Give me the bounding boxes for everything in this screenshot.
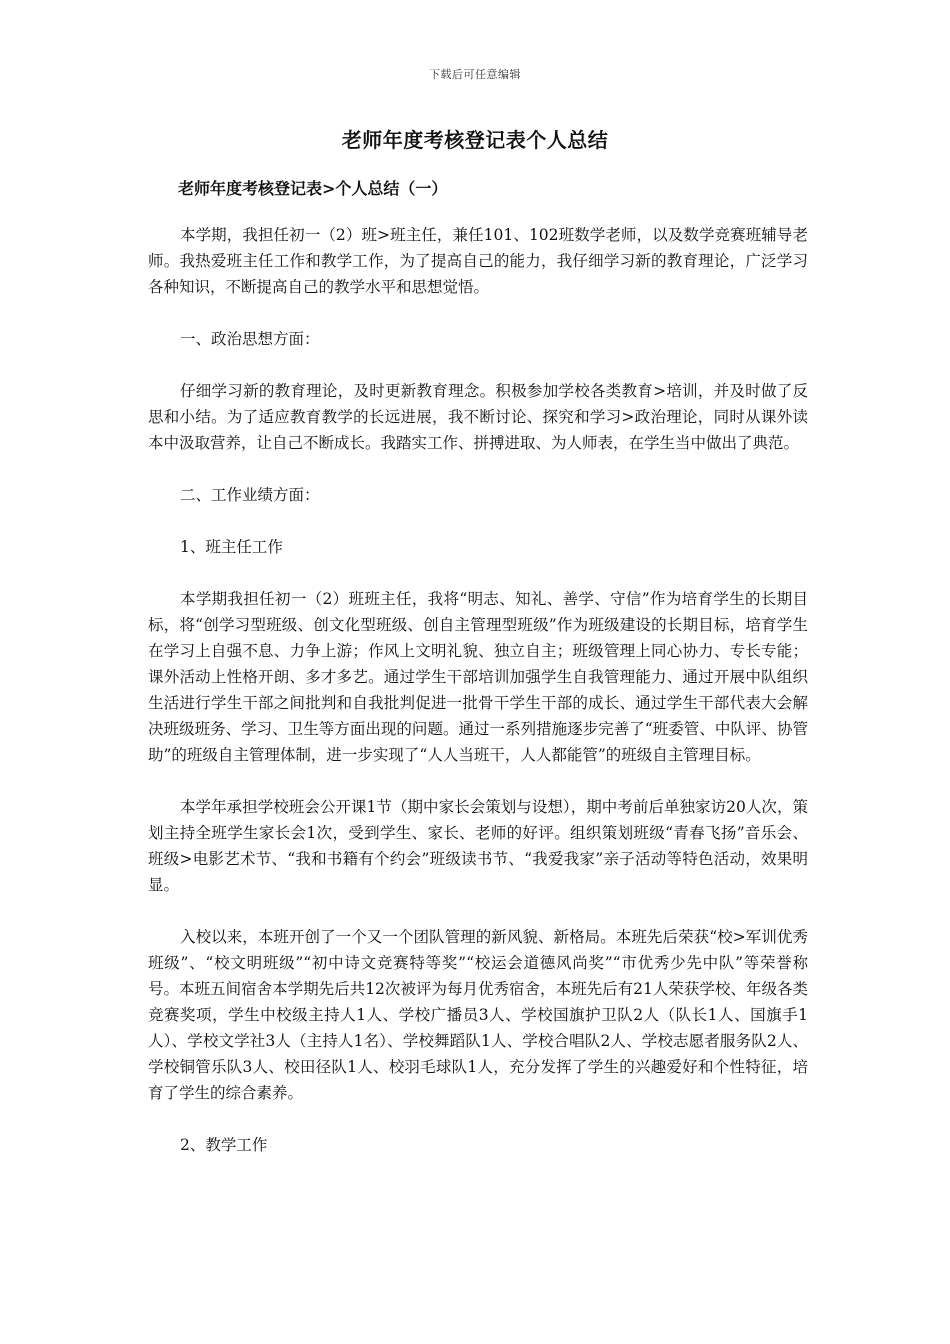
section-heading-performance: 二、工作业绩方面： [180, 486, 320, 504]
class-teacher-paragraph-3: 入校以来，本班开创了一个又一个团队管理的新风貌、新格局。本班先后荣获“校>军训优秀班级”、“校文明班级”“初中诗文竞赛特等奖”“校运会道德风尚奖”“市优秀少先中队”等荣誉称号。本班五间宿舍本学期先后共12次被评为每月优秀宿舍，本班先后有21人荣获学校、年级各类竞赛奖项，学生中校级主持人1人、学校广播员3人、学校国旗护卫队2人（队长1人、国旗手1人）、学校文学社3人（主持人1名）、学校舞蹈队1人、学校合唱队2人、学校志愿者服务队2人、学校铜管乐队3人、校田径队1人、校羽毛球队1人，充分发挥了学生的兴趣爱好和个性特征，培育了学生的综合素养。 [148, 928, 808, 1102]
class-teacher-paragraph-1: 本学期我担任初一（2）班班主任，我将“明志、知礼、善学、守信”作为培育学生的长期目标，将“创学习型班级、创文化型班级、创自主管理型班级”作为班级建设的长期目标，培育学生在学习上自强不息、力争上游；作风上文明礼貌、独立自主；班级管理上同心协力、专长专能；课外活动上性格开朗、多才多艺。通过学生干部培训加强学生自我管理能力、通过开展中队组织生活进行学生干部之间批判和自我批判促进一批骨干学生干部的成长、通过学生干部代表大会解决班级班务、学习、卫生等方面出现的问题。通过一系列措施逐步完善了“班委管、中队评、协管助”的班级自主管理体制，进一步实现了“人人当班干，人人都能管”的班级自主管理目标。 [148, 590, 808, 764]
subsection-heading-class-teacher: 1、班主任工作 [180, 538, 283, 556]
document-body [148, 176, 808, 1184]
document-subtitle: 老师年度考核登记表>个人总结（一） [178, 179, 448, 198]
class-teacher-paragraph-2: 本学年承担学校班会公开课1节（期中家长会策划与设想），期中考前后单独家访20人次，策划主持全班学生家长会1次，受到学生、家长、老师的好评。组织策划班级“青春飞扬”音乐会、班级>电影艺术节、“我和书籍有个约会”班级读书节、“我爱我家”亲子活动等特色活动，效果明显。 [148, 798, 808, 894]
section-heading-politics: 一、政治思想方面： [180, 330, 320, 348]
header-note: 下载后可任意编辑 [429, 68, 521, 81]
politics-paragraph: 仔细学习新的教育理论，及时更新教育理念。积极参加学校各类教育>培训，并及时做了反思和小结。为了适应教育教学的长远进展，我不断讨论、探究和学习>政治理论，同时从课外读本中汲取营养，让自己不断成长。我踏实工作、拼搏进取、为人师表，在学生当中做出了典范。 [148, 382, 808, 452]
document-title: 老师年度考核登记表个人总结 [341, 128, 609, 152]
subsection-heading-teaching: 2、教学工作 [180, 1136, 268, 1154]
intro-paragraph: 本学期，我担任初一（2）班>班主任，兼任101、102班数学老师，以及数学竞赛班辅导老师。我热爱班主任工作和教学工作，为了提高自己的能力，我仔细学习新的教育理论，广泛学习各种知识，不断提高自己的教学水平和思想觉悟。 [148, 226, 808, 296]
